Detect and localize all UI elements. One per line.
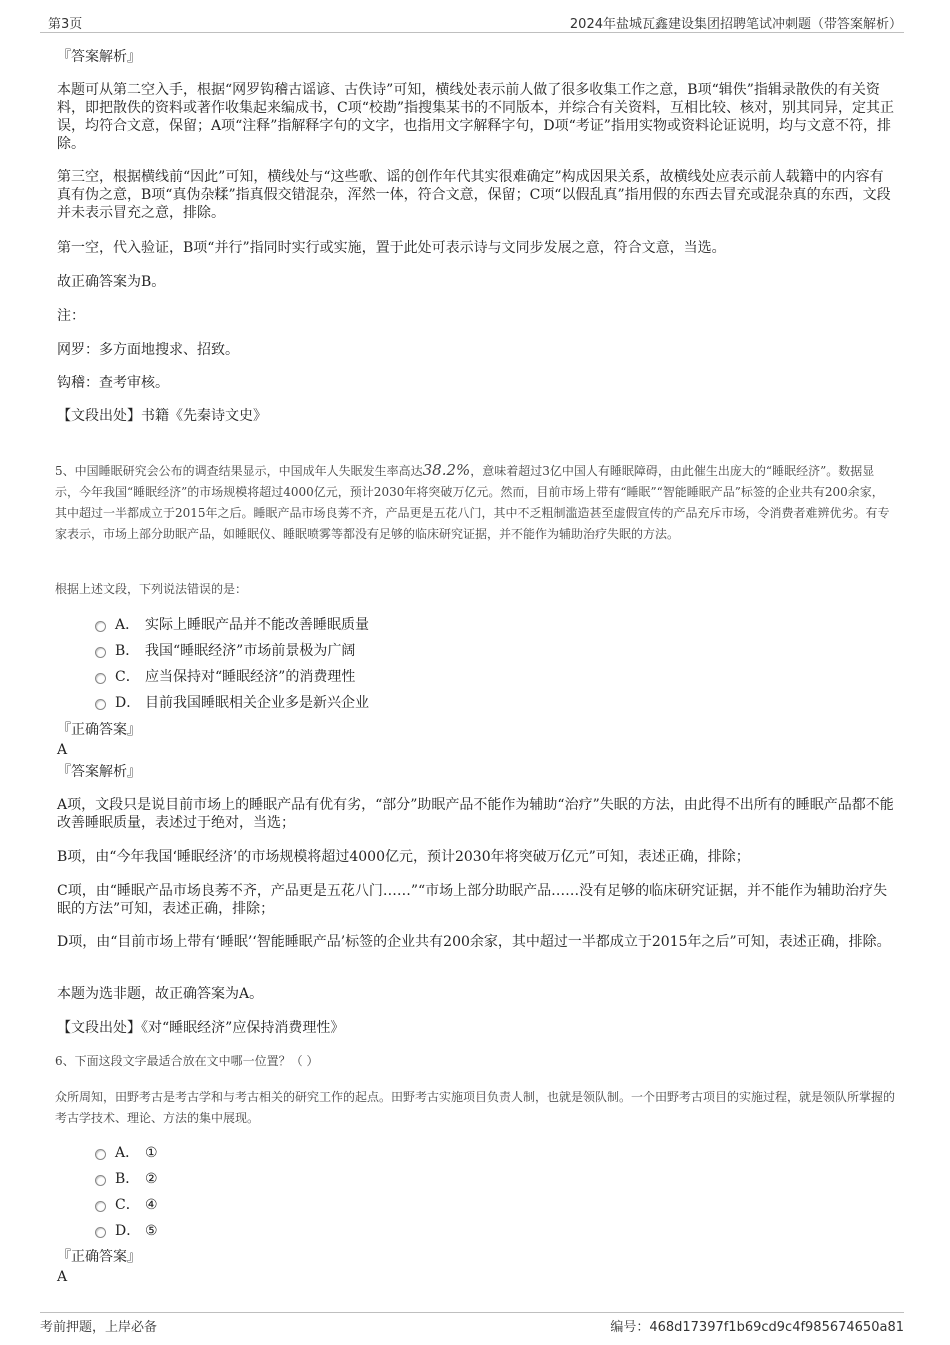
option-a[interactable] bbox=[95, 616, 369, 634]
option-d[interactable] bbox=[95, 1222, 158, 1240]
option-b[interactable] bbox=[95, 642, 355, 660]
analysis-paragraph: 第一空，代入验证，B项“并行”指同时实行或实施，置于此处可表示诗与文同步发展之意，符合文意，当选。 bbox=[57, 240, 726, 256]
analysis-paragraph: C项，由“睡眠产品市场良莠不齐，产品更是五花八门……”“市场上部分助眠产品……没有足够的临床研究证据，并不能作为辅助治疗失眠的方法”可知，表述正确，排除； bbox=[57, 883, 888, 917]
source-citation: 【文段出处】书籍《先秦诗文史》 bbox=[57, 408, 267, 424]
analysis-heading: 『答案解析』 bbox=[57, 764, 141, 780]
question-prompt: 根据上述文段，下列说法错误的是： bbox=[55, 582, 248, 596]
source-citation: 【文段出处】《对“睡眠经济”应保持消费理性》 bbox=[57, 1020, 345, 1036]
question-passage: 众所周知，田野考古是考古学和与考古相关的研究工作的起点。田野考古实施项目负责人制，也就是领队制。一个田野考古项目的实施过程，就是领队所掌握的考古学技术、理论、方法的集中展现。 bbox=[55, 1090, 896, 1125]
analysis-paragraph: A项，文段只是说目前市场上的睡眠产品有优有劣，“部分”助眠产品不能作为辅助“治疗”失眠的方法，由此得不出所有的睡眠产品都不能改善睡眠质量，表述过于绝对，当选； bbox=[57, 797, 894, 831]
option-text: 实际上睡眠产品并不能改善睡眠质量 bbox=[145, 617, 369, 633]
note-item: 钩稽：查考审核。 bbox=[57, 375, 169, 391]
analysis-paragraph: B项，由“今年我国‘睡眠经济’的市场规模将超过4000亿元，预计2030年将突破万亿元”可知，表述正确，排除； bbox=[57, 849, 750, 865]
option-c[interactable] bbox=[95, 1196, 158, 1214]
analysis-paragraph: 本题可从第二空入手，根据“网罗钩稽古谣谚、古佚诗”可知，横线处表示前人做了很多收集工作之意，B项“辑佚”指辑录散佚的有关资料，即把散佚的资料或著作收集起来编成书，C项“校勘”指搜集某书的不同版本，并综合有关资料，互相比较、核对，别其同异，定其正误，均符合文意，保留；A项“注释”指解释字句的文字，也指用文字解释字句，D项“考证”指用实物或资料论证说明，均与文意不符，排除。 bbox=[57, 82, 895, 152]
option-a[interactable] bbox=[95, 1144, 158, 1162]
answer-heading: 『正确答案』 bbox=[57, 1249, 141, 1265]
question-stem: 6、下面这段文字最适合放在文中哪一位置？（ ） bbox=[55, 1054, 319, 1068]
option-b[interactable] bbox=[95, 1170, 158, 1188]
option-letter: D． bbox=[115, 695, 141, 711]
question-stem-part: ，意味着超过3亿中国人有睡眠障碍，由此催生出庞大的“睡眠经 bbox=[470, 464, 809, 478]
option-text: ⑤ bbox=[145, 1223, 158, 1239]
answer-value: A bbox=[57, 742, 68, 758]
option-text: 应当保持对“睡眠经济”的消费理性 bbox=[145, 669, 356, 685]
question-stem-part: 5、中国睡眠研究会公布的调查结果显示，中国成年人失眠发生率高达 bbox=[55, 464, 423, 478]
option-letter: B． bbox=[115, 643, 140, 659]
option-letter: A． bbox=[115, 617, 140, 633]
page-number: 第3页 bbox=[48, 17, 83, 32]
page-header bbox=[40, 10, 904, 33]
option-text: 目前我国睡眠相关企业多是新兴企业 bbox=[145, 695, 369, 711]
option-letter: C． bbox=[115, 669, 140, 685]
radio-icon[interactable] bbox=[95, 1227, 106, 1238]
option-c[interactable] bbox=[95, 668, 355, 686]
document-id: 编号：468d17397f1b69cd9c4f985674650a81 bbox=[610, 1320, 904, 1335]
option-text: ① bbox=[145, 1145, 158, 1161]
answer-conclusion: 故正确答案为B。 bbox=[57, 274, 166, 290]
radio-icon[interactable] bbox=[95, 1149, 106, 1160]
option-text: ④ bbox=[145, 1197, 158, 1213]
answer-conclusion: 本题为选非题，故正确答案为A。 bbox=[57, 986, 264, 1002]
answer-value: A bbox=[57, 1269, 68, 1285]
analysis-paragraph: D项，由“目前市场上带有‘睡眠’‘智能睡眠产品’标签的企业共有200余家，其中超过一半都成立于2015年之后”可知，表述正确，排除。 bbox=[57, 934, 891, 950]
option-letter: B． bbox=[115, 1171, 140, 1187]
option-d[interactable] bbox=[95, 694, 369, 712]
note-item: 网罗：多方面地搜求、招致。 bbox=[57, 342, 239, 358]
footer-slogan: 考前押题，上岸必备 bbox=[40, 1320, 158, 1335]
answer-heading: 『正确答案』 bbox=[57, 722, 141, 738]
question-stem-part: 济”。数据显示，今年我国“睡眠经济”的市场规模将超过4000亿元，预计2030年将突破万亿元。然而，目前市场上带有“睡眠”“智能睡眠产品”标签的企业共有200余家，其中超过一半都成立于2015年之后。睡眠产品市场良莠不齐，产品更是五花八门，其中不乏粗制滥造甚至虚假宣传的产品充斥市场，令消费者难辨优劣。有专家表示，市场上部分助眠产品，如睡眠仪、睡眠喷雾等都没有足够的临床研究证据，并不能作为辅助治疗失眠的方法。 bbox=[55, 464, 890, 541]
radio-icon[interactable] bbox=[95, 647, 106, 658]
document-title: 2024年盐城瓦鑫建设集团招聘笔试冲刺题（带答案解析） bbox=[569, 17, 902, 32]
note-label: 注： bbox=[57, 308, 85, 324]
page-footer bbox=[40, 1312, 904, 1337]
radio-icon[interactable] bbox=[95, 1201, 106, 1212]
analysis-paragraph: 第三空，根据横线前“因此”可知，横线处与“这些歌、谣的创作年代其实很难确定”构成因果关系，故横线处应表示前人载籍中的内容有真有伪之意，B项“真伪杂糅”指真假交错混杂，浑然一体，符合文意，保留；C项“以假乱真”指用假的东西去冒充或混杂真的东西，文段并未表示冒充之意，排除。 bbox=[57, 169, 891, 221]
radio-icon[interactable] bbox=[95, 673, 106, 684]
option-text: ② bbox=[145, 1171, 158, 1187]
option-letter: D． bbox=[115, 1223, 141, 1239]
analysis-heading: 『答案解析』 bbox=[57, 49, 141, 65]
question-stem bbox=[55, 460, 895, 545]
option-letter: C． bbox=[115, 1197, 140, 1213]
radio-icon[interactable] bbox=[95, 621, 106, 632]
radio-icon[interactable] bbox=[95, 699, 106, 710]
option-letter: A． bbox=[115, 1145, 140, 1161]
radio-icon[interactable] bbox=[95, 1175, 106, 1186]
insomnia-rate: 38.2% bbox=[422, 461, 471, 479]
option-text: 我国“睡眠经济”市场前景极为广阔 bbox=[145, 643, 356, 659]
